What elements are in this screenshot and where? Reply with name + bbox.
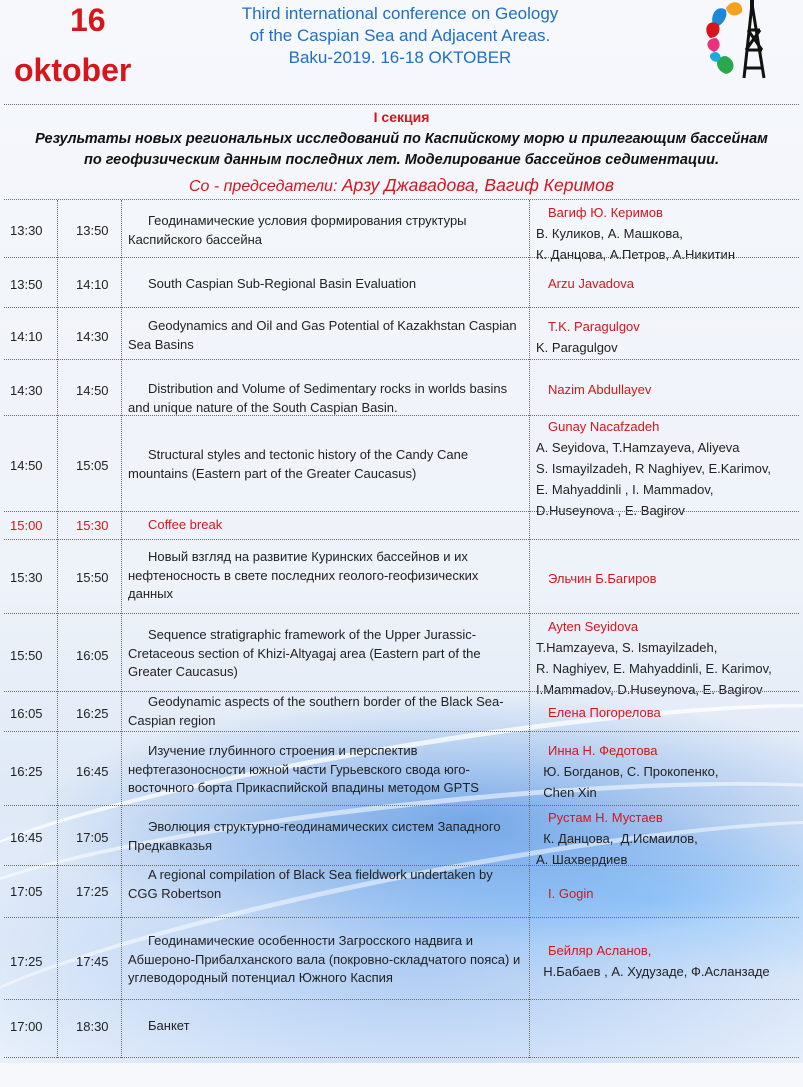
schedule-row bbox=[0, 806, 803, 866]
talk-title: A regional compilation of Black Sea fieldwork undertaken by CGG Robertson bbox=[128, 867, 493, 901]
lead-author: Эльчин Б.Багиров bbox=[548, 571, 657, 586]
co-authors: I.Mammadov, D.Huseynova, E. Bagirov bbox=[536, 682, 763, 697]
conference-title bbox=[200, 3, 600, 69]
authors bbox=[536, 740, 798, 803]
section-description-line: Результаты новых региональных исследований по Каспийскому морю и прилегающим бассейнам bbox=[35, 131, 768, 147]
coffee-break-label: Coffee break bbox=[148, 517, 223, 532]
schedule-row bbox=[0, 258, 803, 308]
authors bbox=[536, 702, 798, 723]
lead-author: Nazim Abdullayev bbox=[548, 382, 652, 397]
end-time: 14:30 bbox=[76, 329, 109, 344]
co-chairs-label: Со - председатели: bbox=[188, 178, 338, 195]
authors bbox=[536, 202, 798, 265]
authors bbox=[536, 568, 798, 589]
co-authors: В. Куликов, А. Машкова, bbox=[536, 226, 683, 241]
talk-title: Геодинамические особенности Загросского надвига и Абшероно-Прибалханского вала (покровно-складчатого пояса) и углеводородный потенциал Южного Каспия bbox=[128, 933, 521, 985]
talk-title: Новый взгляд на развитие Куринских бассейнов и их нефтеносность в свете последних геолого-геофизических данных bbox=[128, 549, 479, 601]
end-time: 14:50 bbox=[76, 383, 109, 398]
co-chairs-names: Арзу Джавадова, Вагиф Керимов bbox=[341, 175, 615, 195]
lead-author: Arzu Javadova bbox=[548, 276, 634, 291]
conference-title-line: Third international conference on Geology bbox=[241, 4, 559, 23]
authors bbox=[536, 807, 798, 870]
start-time: 13:30 bbox=[10, 223, 43, 238]
co-chairs bbox=[0, 175, 803, 196]
talk-title: Distribution and Volume of Sedimentary rocks in worlds basins and unique nature of the South Caspian Basin. bbox=[128, 381, 508, 415]
lead-author: Елена Погорелова bbox=[548, 705, 661, 720]
start-time: 16:25 bbox=[10, 764, 43, 779]
co-authors: S. Ismayilzadeh, R Naghiyev, E.Karimov, bbox=[536, 461, 772, 476]
end-time: 16:45 bbox=[76, 764, 109, 779]
talk-title: Sequence stratigraphic framework of the Upper Jurassic-Cretaceous section of Khizi-Altyagaj area (Eastern part of the Greater Caucasus) bbox=[128, 627, 481, 679]
co-authors: К. Данцова, А.Петров, А.Никитин bbox=[536, 247, 735, 262]
schedule-row bbox=[0, 918, 803, 1000]
co-authors: K. Paragulgov bbox=[536, 340, 618, 355]
co-authors: A. Seyidova, T.Hamzayeva, Aliyeva bbox=[536, 440, 740, 455]
authors bbox=[536, 379, 798, 400]
start-time: 17:05 bbox=[10, 884, 43, 899]
lead-author: Ayten Seyidova bbox=[548, 619, 639, 634]
lead-author: Рустам Н. Мустаев bbox=[548, 810, 663, 825]
co-authors: Chen Xin bbox=[536, 785, 597, 800]
end-time: 15:50 bbox=[76, 570, 109, 585]
start-time: 14:50 bbox=[10, 458, 43, 473]
end-time: 18:30 bbox=[76, 1019, 109, 1034]
schedule-row bbox=[0, 200, 803, 262]
lead-author: Инна Н. Федотова bbox=[548, 743, 658, 758]
schedule-row bbox=[0, 692, 803, 732]
start-time: 16:45 bbox=[10, 830, 43, 845]
start-time: 17:00 bbox=[10, 1019, 43, 1034]
start-time: 16:05 bbox=[10, 706, 43, 721]
conference-logo-icon bbox=[704, 0, 780, 84]
co-authors: T.Hamzayeva, S. Ismayilzadeh, bbox=[536, 640, 718, 655]
date-month: oktober bbox=[14, 52, 132, 88]
end-time: 15:05 bbox=[76, 458, 109, 473]
conference-title-line: Baku-2019. 16-18 OKTOBER bbox=[288, 48, 512, 67]
start-time: 17:25 bbox=[10, 954, 43, 969]
authors bbox=[536, 616, 798, 700]
co-authors: E. Mahyaddinli , I. Mammadov, bbox=[536, 482, 714, 497]
authors bbox=[536, 940, 798, 982]
start-time: 15:30 bbox=[10, 570, 43, 585]
schedule-row bbox=[0, 732, 803, 806]
talk-title: Structural styles and tectonic history of the Candy Cane mountains (Eastern part of the Greater Caucasus) bbox=[128, 447, 469, 481]
lead-author: Gunay Nacafzadeh bbox=[548, 419, 660, 434]
start-time: 14:30 bbox=[10, 383, 43, 398]
co-authors: Н.Бабаев , А. Худузаде, Ф.Асланзаде bbox=[536, 964, 770, 979]
talk-title: Банкет bbox=[148, 1018, 190, 1033]
co-authors: Ю. Богданов, С. Прокопенко, bbox=[536, 764, 719, 779]
co-authors: D.Huseynova , E. Bagirov bbox=[536, 503, 685, 518]
schedule-row bbox=[0, 308, 803, 360]
start-time: 15:50 bbox=[10, 648, 43, 663]
talk-title: Эволюция структурно-геодинамических систем Западного Предкавказья bbox=[128, 819, 501, 853]
schedule-row-break bbox=[0, 512, 803, 540]
authors bbox=[536, 416, 798, 521]
end-time: 17:25 bbox=[76, 884, 109, 899]
talk-title: South Caspian Sub-Regional Basin Evaluation bbox=[148, 276, 417, 291]
lead-author: Вагиф Ю. Керимов bbox=[548, 205, 663, 220]
row-divider bbox=[4, 1057, 799, 1058]
section-description bbox=[0, 129, 803, 171]
lead-author: I. Gogin bbox=[548, 886, 594, 901]
schedule-row bbox=[0, 416, 803, 518]
schedule-row bbox=[0, 540, 803, 614]
end-time: 14:10 bbox=[76, 277, 109, 292]
lead-author: T.K. Paragulgov bbox=[548, 319, 640, 334]
end-time: 17:45 bbox=[76, 954, 109, 969]
co-authors: R. Naghiyev, E. Mahyaddinli, E. Karimov, bbox=[536, 661, 772, 676]
talk-title: Изучение глубинного строения и перспектив нефтегазоносности южной части Гурьевского свода юго-восточного борта Прикаспийской впадины методом GPTS bbox=[128, 743, 479, 795]
schedule-row bbox=[0, 360, 803, 416]
talk-title: Геодинамические условия формирования структуры Каспийского бассейна bbox=[128, 213, 467, 247]
end-time: 17:05 bbox=[76, 830, 109, 845]
conference-title-line: of the Caspian Sea and Adjacent Areas. bbox=[249, 26, 551, 45]
start-time: 13:50 bbox=[10, 277, 43, 292]
talk-title: Geodynamics and Oil and Gas Potential of Kazakhstan Caspian Sea Basins bbox=[128, 318, 517, 352]
end-time: 16:25 bbox=[76, 706, 109, 721]
schedule-row bbox=[0, 866, 803, 918]
co-authors: А. Шахвердиев bbox=[536, 852, 628, 867]
co-authors: К. Данцова, Д.Исмаилов, bbox=[536, 831, 698, 846]
schedule-row bbox=[0, 614, 803, 697]
talk-title: Geodynamic aspects of the southern border of the Black Sea-Caspian region bbox=[128, 694, 504, 728]
end-time: 15:30 bbox=[76, 518, 109, 533]
section-title: I секция bbox=[373, 109, 430, 125]
section-description-line: по геофизическим данным последних лет. Моделирование бассейнов седиментации. bbox=[83, 152, 720, 168]
authors bbox=[536, 316, 798, 358]
end-time: 13:50 bbox=[76, 223, 109, 238]
end-time: 16:05 bbox=[76, 648, 109, 663]
divider bbox=[4, 104, 799, 105]
date-day: 16 bbox=[70, 2, 106, 38]
start-time: 14:10 bbox=[10, 329, 43, 344]
start-time: 15:00 bbox=[10, 518, 43, 533]
authors bbox=[536, 273, 798, 294]
authors bbox=[536, 883, 798, 904]
lead-author: Бейляр Асланов, bbox=[548, 943, 652, 958]
schedule-row bbox=[0, 1000, 803, 1058]
